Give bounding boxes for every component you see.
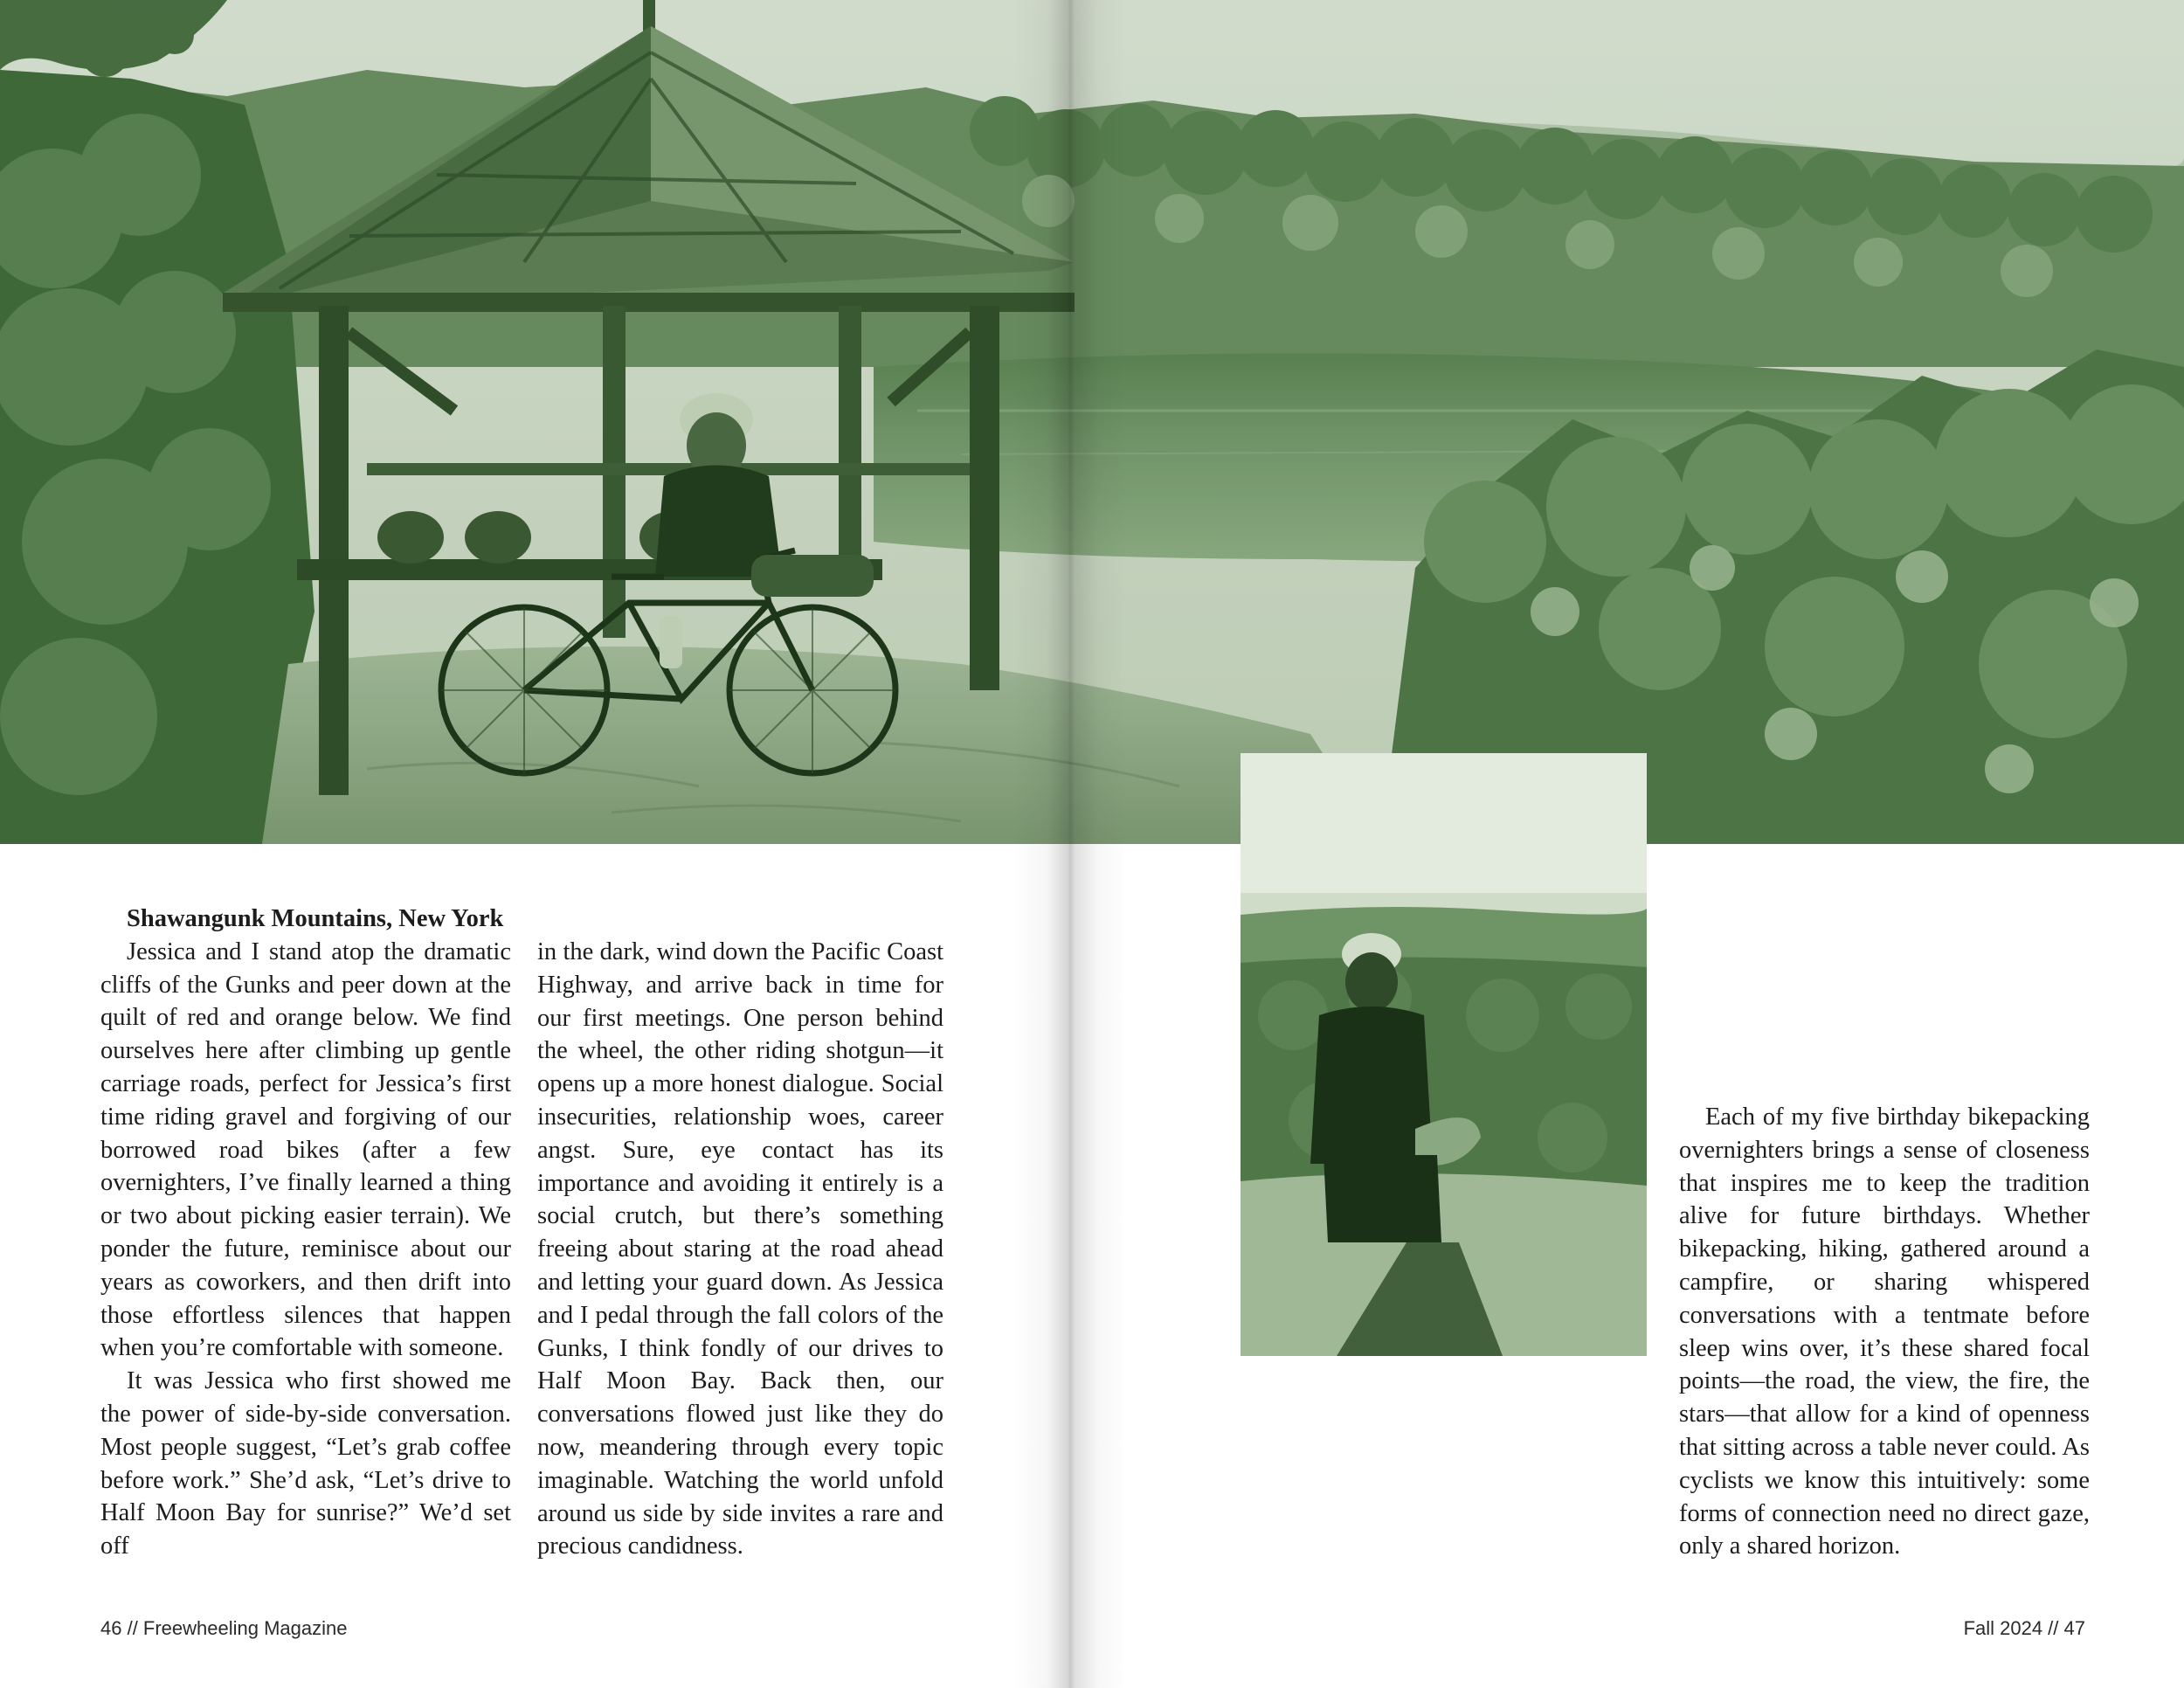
article-column-3 <box>1679 1101 2090 1563</box>
article-paragraph: in the dark, wind down the Pacific Coast Highway, and arrive back in time for our first meetings. One person behind the wheel, the other riding shotgun—it opens up a more honest dialogue. Social insecurities, relationship woes, career angst. Sure, eye contact has its importance and avoiding it entirely is a social crutch, but there’s something freeing about staring at the road ahead and letting your guard down. As Jessica and I pedal through the fall colors of the Gunks, I think fondly of our drives to Half Moon Bay. Back then, our conversations flowed just like they do now, meandering through every topic imaginable. Watching the world unfold around us side by side invites a rare and precious candidness. <box>537 938 943 1560</box>
folio-left: 46 // Freewheeling Magazine <box>100 1617 348 1639</box>
folio-right: Fall 2024 // 47 <box>1963 1617 2085 1639</box>
article-column-2 <box>537 936 943 1563</box>
article-paragraph: Each of my five birthday bikepacking overnighters brings a sense of closeness that inspires me to keep the tradition alive for future birthdays. Whether bikepacking, hiking, gathered around a campfire, or sharing whispered conversations with a tentmate before sleep wins over, it’s these shared focal points—the road, the view, the fire, the stars—that allow for a kind of openness that sitting across a table never could. As cyclists we know this intuitively: some forms of connection need no direct gaze, only a shared horizon. <box>1679 1103 2090 1560</box>
article-paragraph: Jessica and I stand atop the dramatic cliffs of the Gunks and peer down at the quilt of red and orange below. We find ourselves here after climbing up gentle carriage roads, perfect for Jessica’s first time riding gravel and forgiving of our borrowed road bikes (after a few overnighters, I’ve finally learned a thing or two about picking easier terrain). We ponder the future, reminisce about our years as coworkers, and then drift into those effortless silences that happen when you’re comfortable with someone. <box>100 937 511 1362</box>
article-column-1 <box>100 903 511 1563</box>
inset-photo-cyclist-overlook <box>1241 753 1647 1356</box>
article-dateline: Shawangunk Mountains, New York <box>127 905 504 932</box>
article-paragraph: It was Jessica who first showed me the power of side-by-side conversation. Most people suggest, “Let’s grab coffee before work.” She’d ask, “Let’s drive to Half Moon Bay for sunrise?” We’d set off <box>100 1367 511 1560</box>
